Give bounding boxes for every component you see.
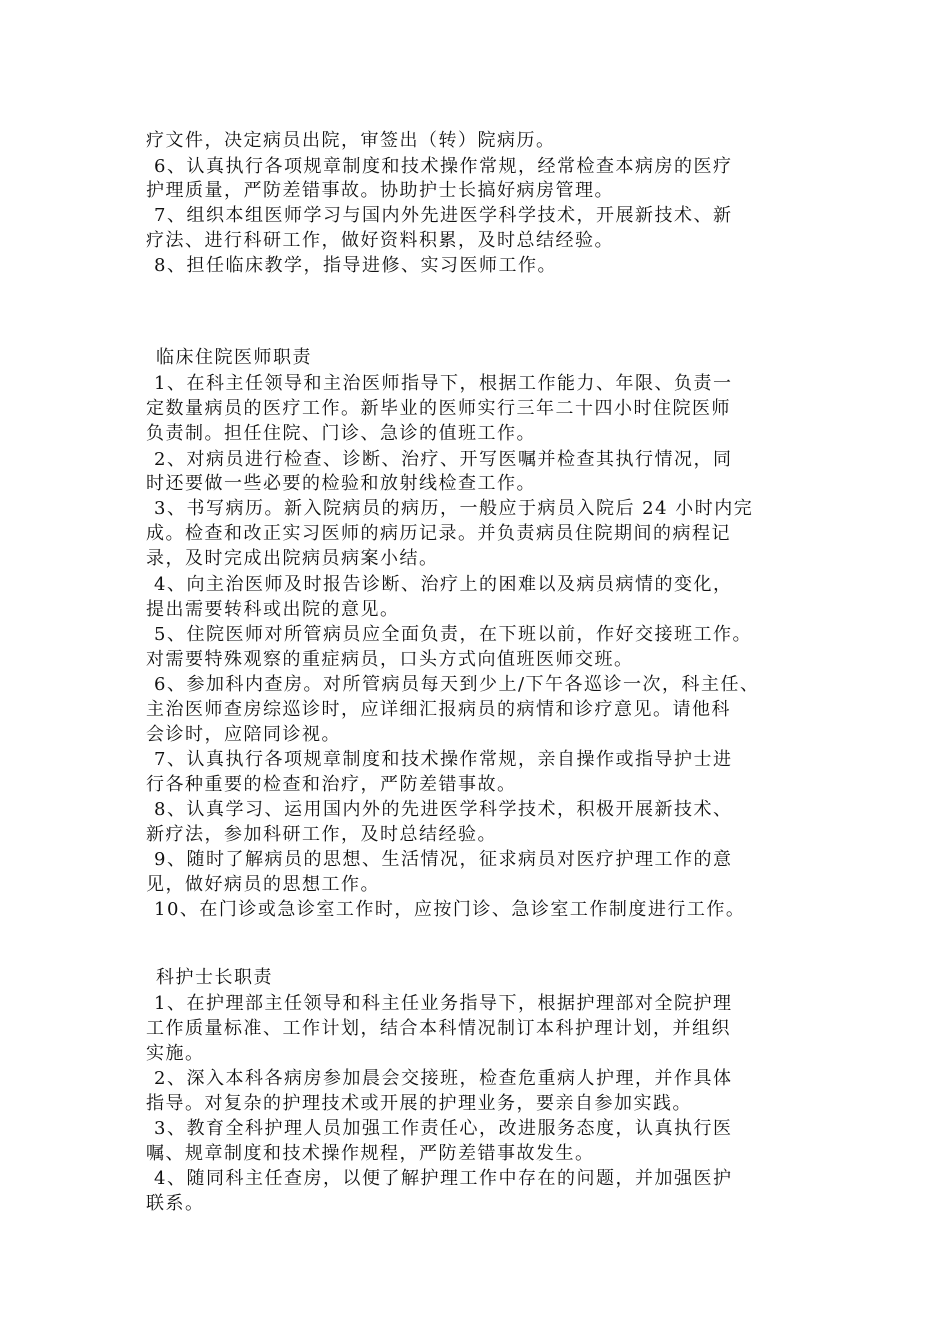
text-line: 7、认真执行各项规章制度和技术操作常规，亲自操作或指导护士进 (154, 749, 733, 770)
text-line: 嘱、规章制度和技术操作规程，严防差错事故发生。 (146, 1143, 595, 1164)
text-line: 会诊时，应陪同诊视。 (146, 724, 341, 745)
text-line: 行各种重要的检查和治疗，严防差错事故。 (146, 774, 517, 795)
text-line: 3、书写病历。新入院病员的病历，一般应于病员入院后 24 小时内完 (154, 498, 754, 519)
text-line: 1、在护理部主任领导和科主任业务指导下，根据护理部对全院护理 (154, 993, 733, 1014)
section-title: 临床住院医师职责 (156, 347, 312, 368)
text-line: 8、担任临床教学，指导进修、实习医师工作。 (154, 255, 557, 276)
text-line: 时还要做一些必要的检验和放射线检查工作。 (146, 473, 536, 494)
text-line: 疗文件，决定病员出院，审签出（转）院病历。 (146, 130, 556, 151)
section-title: 科护士长职责 (156, 967, 273, 988)
text-line: 2、对病员进行检查、诊断、治疗、开写医嘱并检查其执行情况，同 (154, 449, 733, 470)
text-line: 指导。对复杂的护理技术或开展的护理业务，要亲自参加实践。 (146, 1093, 692, 1114)
text-line: 护理质量，严防差错事故。协助护士长搞好病房管理。 (146, 180, 614, 201)
text-line: 6、参加科内查房。对所管病员每天到少上/下午各巡诊一次，科主任、 (154, 674, 760, 695)
text-line: 1、在科主任领导和主治医师指导下，根据工作能力、年限、负责一 (154, 373, 733, 394)
text-line: 7、组织本组医师学习与国内外先进医学科学技术，开展新技术、新 (154, 205, 733, 226)
text-line: 工作质量标准、工作计划，结合本科情况制订本科护理计划，并组织 (146, 1018, 731, 1039)
text-line: 对需要特殊观察的重症病员，口头方式向值班医师交班。 (146, 649, 634, 670)
text-line: 定数量病员的医疗工作。新毕业的医师实行三年二十四小时住院医师 (146, 398, 731, 419)
text-line: 疗法、进行科研工作，做好资料积累，及时总结经验。 (146, 230, 614, 251)
text-line: 9、随时了解病员的思想、生活情况，征求病员对医疗护理工作的意 (154, 849, 733, 870)
text-line: 3、教育全科护理人员加强工作责任心，改进服务态度，认真执行医 (154, 1118, 733, 1139)
text-line: 录，及时完成出院病员病案小结。 (146, 548, 439, 569)
text-line: 6、认真执行各项规章制度和技术操作常规，经常检查本病房的医疗 (154, 156, 733, 177)
text-line: 主治医师查房综巡诊时，应详细汇报病员的病情和诊疗意见。请他科 (146, 699, 731, 720)
text-line: 实施。 (146, 1043, 205, 1064)
text-line: 见，做好病员的思想工作。 (146, 874, 380, 895)
text-line: 5、住院医师对所管病员应全面负责，在下班以前，作好交接班工作。 (154, 624, 752, 645)
text-line: 联系。 (146, 1193, 205, 1214)
text-line: 新疗法，参加科研工作，及时总结经验。 (146, 824, 497, 845)
text-line: 提出需要转科或出院的意见。 (146, 599, 400, 620)
text-line: 10、在门诊或急诊室工作时，应按门诊、急诊室工作制度进行工作。 (154, 899, 746, 920)
text-line: 4、向主治医师及时报告诊断、治疗上的困难以及病员病情的变化， (154, 574, 733, 595)
text-line: 负责制。担任住院、门诊、急诊的值班工作。 (146, 423, 536, 444)
text-line: 8、认真学习、运用国内外的先进医学科学技术，积极开展新技术、 (154, 799, 733, 820)
text-line: 成。检查和改正实习医师的病历记录。并负责病员住院期间的病程记 (146, 523, 731, 544)
text-line: 4、随同科主任查房，以便了解护理工作中存在的问题，并加强医护 (154, 1168, 733, 1189)
text-line: 2、深入本科各病房参加晨会交接班，检查危重病人护理，并作具体 (154, 1068, 733, 1089)
